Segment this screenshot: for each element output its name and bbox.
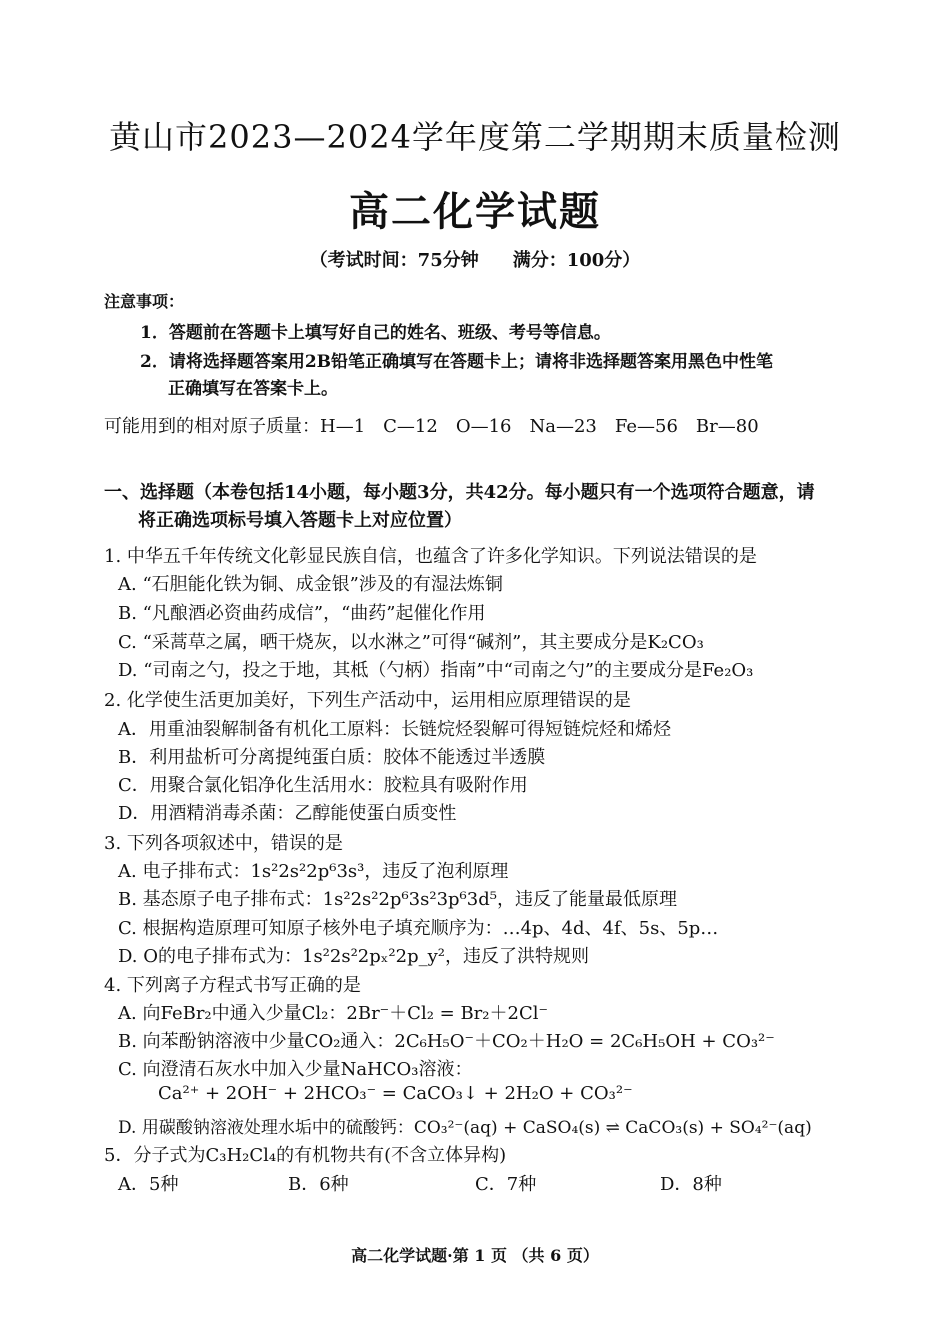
- question-5-stem: 5．分子式为C₃H₂Cl₄的有机物共有(不含立体异构): [104, 1145, 507, 1166]
- question-4-option-a: A. 向FeBr₂中通入少量Cl₂：2Br⁻＋Cl₂ = Br₂＋2Cl⁻: [118, 1003, 548, 1024]
- question-1-option-d: D. “司南之勺，投之于地，其柢（勺柄）指南”中“司南之勺”的主要成分是Fe₂O₃: [118, 660, 754, 681]
- question-2-option-a: A．用重油裂解制备有机化工原料：长链烷烃裂解可得短链烷烃和烯烃: [118, 719, 671, 740]
- question-4-option-c-equation: Ca²⁺ + 2OH⁻ + 2HCO₃⁻ = CaCO₃↓ + 2H₂O + CO₃²⁻: [158, 1083, 633, 1104]
- page-footer: 高二化学试题·第 1 页 （共 6 页）: [351, 1246, 599, 1265]
- question-1-option-a: A. “石胆能化铁为铜、成金银”涉及的有湿法炼铜: [118, 574, 503, 595]
- exam-info: [0, 246, 950, 272]
- question-3-stem: 3. 下列各项叙述中，错误的是: [104, 833, 343, 854]
- question-2-option-c: C．用聚合氯化铝净化生活用水：胶粒具有吸附作用: [118, 775, 528, 796]
- question-5-option-c: C．7种: [475, 1174, 537, 1195]
- question-4-option-d: D. 用碳酸钠溶液处理水垢中的硫酸钙：CO₃²⁻(aq) + CaSO₄(s) ⇌ CaCO₃(s) + SO₄²⁻(aq): [118, 1118, 812, 1138]
- exam-time: （考试时间：75分钟: [309, 250, 479, 271]
- question-3-option-a: A. 电子排布式：1s²2s²2p⁶3s³，违反了泡利原理: [118, 861, 509, 882]
- question-1-option-c: C. “采蒿草之属，晒干烧灰，以水淋之”可得“碱剂”，其主要成分是K₂CO₃: [118, 632, 704, 653]
- notice-title: 注意事项：: [104, 292, 185, 311]
- question-5-option-d: D．8种: [660, 1174, 722, 1195]
- notice-item-2-cont: 正确填写在答案卡上。: [168, 379, 338, 399]
- atomic-masses: 可能用到的相对原子质量：H—1 C—12 O—16 Na—23 Fe—56 Br—80: [104, 416, 759, 437]
- question-1-stem: 1. 中华五千年传统文化彰显民族自信，也蕴含了许多化学知识。下列说法错误的是: [104, 546, 757, 567]
- full-score: 满分：100分）: [512, 250, 641, 271]
- question-2-option-d: D．用酒精消毒杀菌：乙醇能使蛋白质变性: [118, 803, 457, 824]
- question-3-option-c: C. 根据构造原理可知原子核外电子填充顺序为：…4p、4d、4f、5s、5p…: [118, 918, 719, 939]
- question-1-option-b: B. “凡酿酒必资曲药成信”，“曲药”起催化作用: [118, 603, 486, 624]
- exam-title: 黄山市2023—2024学年度第二学期期末质量检测: [109, 118, 841, 156]
- question-5-option-b: B．6种: [288, 1174, 349, 1195]
- exam-subject-title: 高二化学试题: [349, 188, 601, 235]
- question-3-option-d: D. O的电子排布式为：1s²2s²2pₓ²2p_y²，违反了洪特规则: [118, 946, 589, 967]
- question-4-option-c: C. 向澄清石灰水中加入少量NaHCO₃溶液：: [118, 1059, 473, 1080]
- notice-item-1: 1．答题前在答题卡上填写好自己的姓名、班级、考号等信息。: [140, 323, 611, 343]
- notice-item-2: 2．请将选择题答案用2B铅笔正确填写在答题卡上；请将非选择题答案用黑色中性笔: [140, 352, 774, 372]
- question-2-stem: 2. 化学使生活更加美好，下列生产活动中，运用相应原理错误的是: [104, 690, 631, 711]
- question-4-stem: 4. 下列离子方程式书写正确的是: [104, 975, 361, 996]
- question-4-option-b: B. 向苯酚钠溶液中少量CO₂通入：2C₆H₅O⁻＋CO₂＋H₂O = 2C₆H₅OH + CO₃²⁻: [118, 1031, 775, 1052]
- section-heading-cont: 将正确选项标号填入答题卡上对应位置）: [138, 510, 462, 531]
- question-2-option-b: B．利用盐析可分离提纯蛋白质：胶体不能透过半透膜: [118, 747, 546, 768]
- question-5-option-a: A．5种: [118, 1174, 179, 1195]
- question-3-option-b: B. 基态原子电子排布式：1s²2s²2p⁶3s²3p⁶3d⁵，违反了能量最低原理: [118, 889, 677, 910]
- section-heading: 一、选择题（本卷包括14小题，每小题3分，共42分。每小题只有一个选项符合题意，请: [104, 482, 815, 503]
